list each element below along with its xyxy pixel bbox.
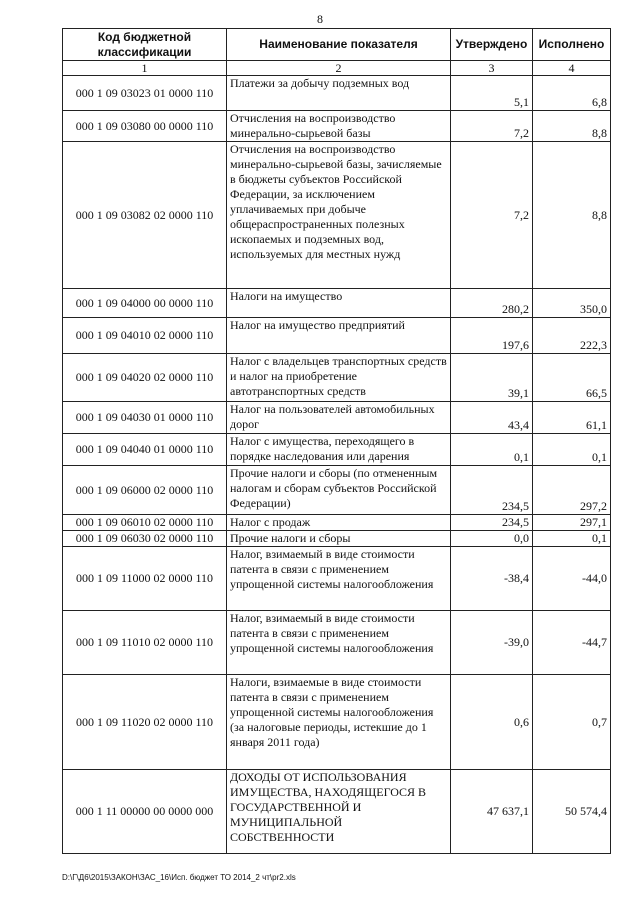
header-code: Код бюджетной классификации — [63, 29, 227, 61]
table-row — [63, 354, 611, 402]
row-name: Отчисления на воспроизводство минерально-сырьевой базы — [227, 111, 451, 142]
table-row — [63, 289, 611, 318]
row-code: 000 1 09 06000 02 0000 110 — [63, 466, 227, 515]
column-number: 2 — [227, 61, 451, 76]
table-header-row — [63, 29, 611, 61]
row-executed: -44,0 — [533, 547, 611, 611]
row-approved: 39,1 — [451, 354, 533, 402]
row-name: Налог, взимаемый в виде стоимости патента в связи с применением упрощенной системы налогообложения — [227, 611, 451, 675]
row-executed: 61,1 — [533, 402, 611, 434]
row-code: 000 1 09 04000 00 0000 110 — [63, 289, 227, 318]
row-approved: 234,5 — [451, 466, 533, 515]
header-name: Наименование показателя — [227, 29, 451, 61]
table-row — [63, 142, 611, 289]
row-executed: 8,8 — [533, 142, 611, 289]
row-code: 000 1 09 11020 02 0000 110 — [63, 675, 227, 770]
row-code: 000 1 09 04040 01 0000 110 — [63, 434, 227, 466]
row-approved: 7,2 — [451, 142, 533, 289]
row-code: 000 1 09 03023 01 0000 110 — [63, 76, 227, 111]
table-row — [63, 434, 611, 466]
table-row — [63, 770, 611, 854]
column-number: 4 — [533, 61, 611, 76]
row-code: 000 1 09 03082 02 0000 110 — [63, 142, 227, 289]
column-number-row — [63, 61, 611, 76]
row-executed: 8,8 — [533, 111, 611, 142]
row-executed: -44,7 — [533, 611, 611, 675]
row-code: 000 1 11 00000 00 0000 000 — [63, 770, 227, 854]
row-name: Налоги на имущество — [227, 289, 451, 318]
row-approved: 7,2 — [451, 111, 533, 142]
row-name: Прочие налоги и сборы (по отмененным налогам и сборам субъектов Российской Федерации) — [227, 466, 451, 515]
file-path-footer: D:\Г\Д6\2015\ЗАКОН\ЗАС_16\Исп. бюджет ТО 2014_2 чт\pr2.xls — [62, 873, 296, 882]
row-approved: 0,0 — [451, 531, 533, 547]
column-number: 3 — [451, 61, 533, 76]
row-name: ДОХОДЫ ОТ ИСПОЛЬЗОВАНИЯ ИМУЩЕСТВА, НАХОДЯЩЕГОСЯ В ГОСУДАРСТВЕННОЙ И МУНИЦИПАЛЬНОЙ СОБСТВЕННОСТИ — [227, 770, 451, 854]
row-name: Налог, взимаемый в виде стоимости патента в связи с применением упрощенной системы налогообложения — [227, 547, 451, 611]
row-name: Налоги, взимаемые в виде стоимости патента в связи с применением упрощенной системы налогообложения (за налоговые периоды, истекшие до 1 января 2011 года) — [227, 675, 451, 770]
row-approved: 5,1 — [451, 76, 533, 111]
row-name: Налог с продаж — [227, 515, 451, 531]
row-approved: -39,0 — [451, 611, 533, 675]
row-approved: -38,4 — [451, 547, 533, 611]
row-executed: 0,1 — [533, 531, 611, 547]
row-executed: 297,1 — [533, 515, 611, 531]
row-code: 000 1 09 06010 02 0000 110 — [63, 515, 227, 531]
row-executed: 0,7 — [533, 675, 611, 770]
row-code: 000 1 09 11010 02 0000 110 — [63, 611, 227, 675]
row-code: 000 1 09 04010 02 0000 110 — [63, 318, 227, 354]
table-row — [63, 547, 611, 611]
row-name: Отчисления на воспроизводство минерально-сырьевой базы, зачисляемые в бюджеты субъектов Российской Федерации, за исключением уплачиваемых при добыче общераспространенных полезных ископаемых и подземных вод, используемых для местных нужд — [227, 142, 451, 289]
table-row — [63, 111, 611, 142]
row-code: 000 1 09 11000 02 0000 110 — [63, 547, 227, 611]
row-code: 000 1 09 04030 01 0000 110 — [63, 402, 227, 434]
row-name: Налог с владельцев транспортных средств и налог на приобретение автотранспортных средств — [227, 354, 451, 402]
row-executed: 350,0 — [533, 289, 611, 318]
row-name: Прочие налоги и сборы — [227, 531, 451, 547]
row-name: Налог с имущества, переходящего в порядке наследования или дарения — [227, 434, 451, 466]
table-row — [63, 675, 611, 770]
row-code: 000 1 09 06030 02 0000 110 — [63, 531, 227, 547]
row-approved: 197,6 — [451, 318, 533, 354]
row-approved: 280,2 — [451, 289, 533, 318]
row-executed: 6,8 — [533, 76, 611, 111]
row-name: Налог на пользователей автомобильных дорог — [227, 402, 451, 434]
row-approved: 0,1 — [451, 434, 533, 466]
table-row — [63, 76, 611, 111]
page-number: 8 — [317, 12, 323, 26]
row-approved: 43,4 — [451, 402, 533, 434]
header-approved: Утверждено — [451, 29, 533, 61]
table-row — [63, 402, 611, 434]
row-name: Платежи за добычу подземных вод — [227, 76, 451, 111]
row-executed: 0,1 — [533, 434, 611, 466]
row-executed: 50 574,4 — [533, 770, 611, 854]
row-executed: 222,3 — [533, 318, 611, 354]
header-executed: Исполнено — [533, 29, 611, 61]
table-row — [63, 531, 611, 547]
table-row — [63, 515, 611, 531]
table-row — [63, 318, 611, 354]
budget-table — [62, 28, 611, 854]
row-executed: 297,2 — [533, 466, 611, 515]
row-approved: 0,6 — [451, 675, 533, 770]
column-number: 1 — [63, 61, 227, 76]
table-row — [63, 466, 611, 515]
row-code: 000 1 09 03080 00 0000 110 — [63, 111, 227, 142]
row-executed: 66,5 — [533, 354, 611, 402]
row-code: 000 1 09 04020 02 0000 110 — [63, 354, 227, 402]
row-approved: 234,5 — [451, 515, 533, 531]
row-approved: 47 637,1 — [451, 770, 533, 854]
row-name: Налог на имущество предприятий — [227, 318, 451, 354]
table-row — [63, 611, 611, 675]
